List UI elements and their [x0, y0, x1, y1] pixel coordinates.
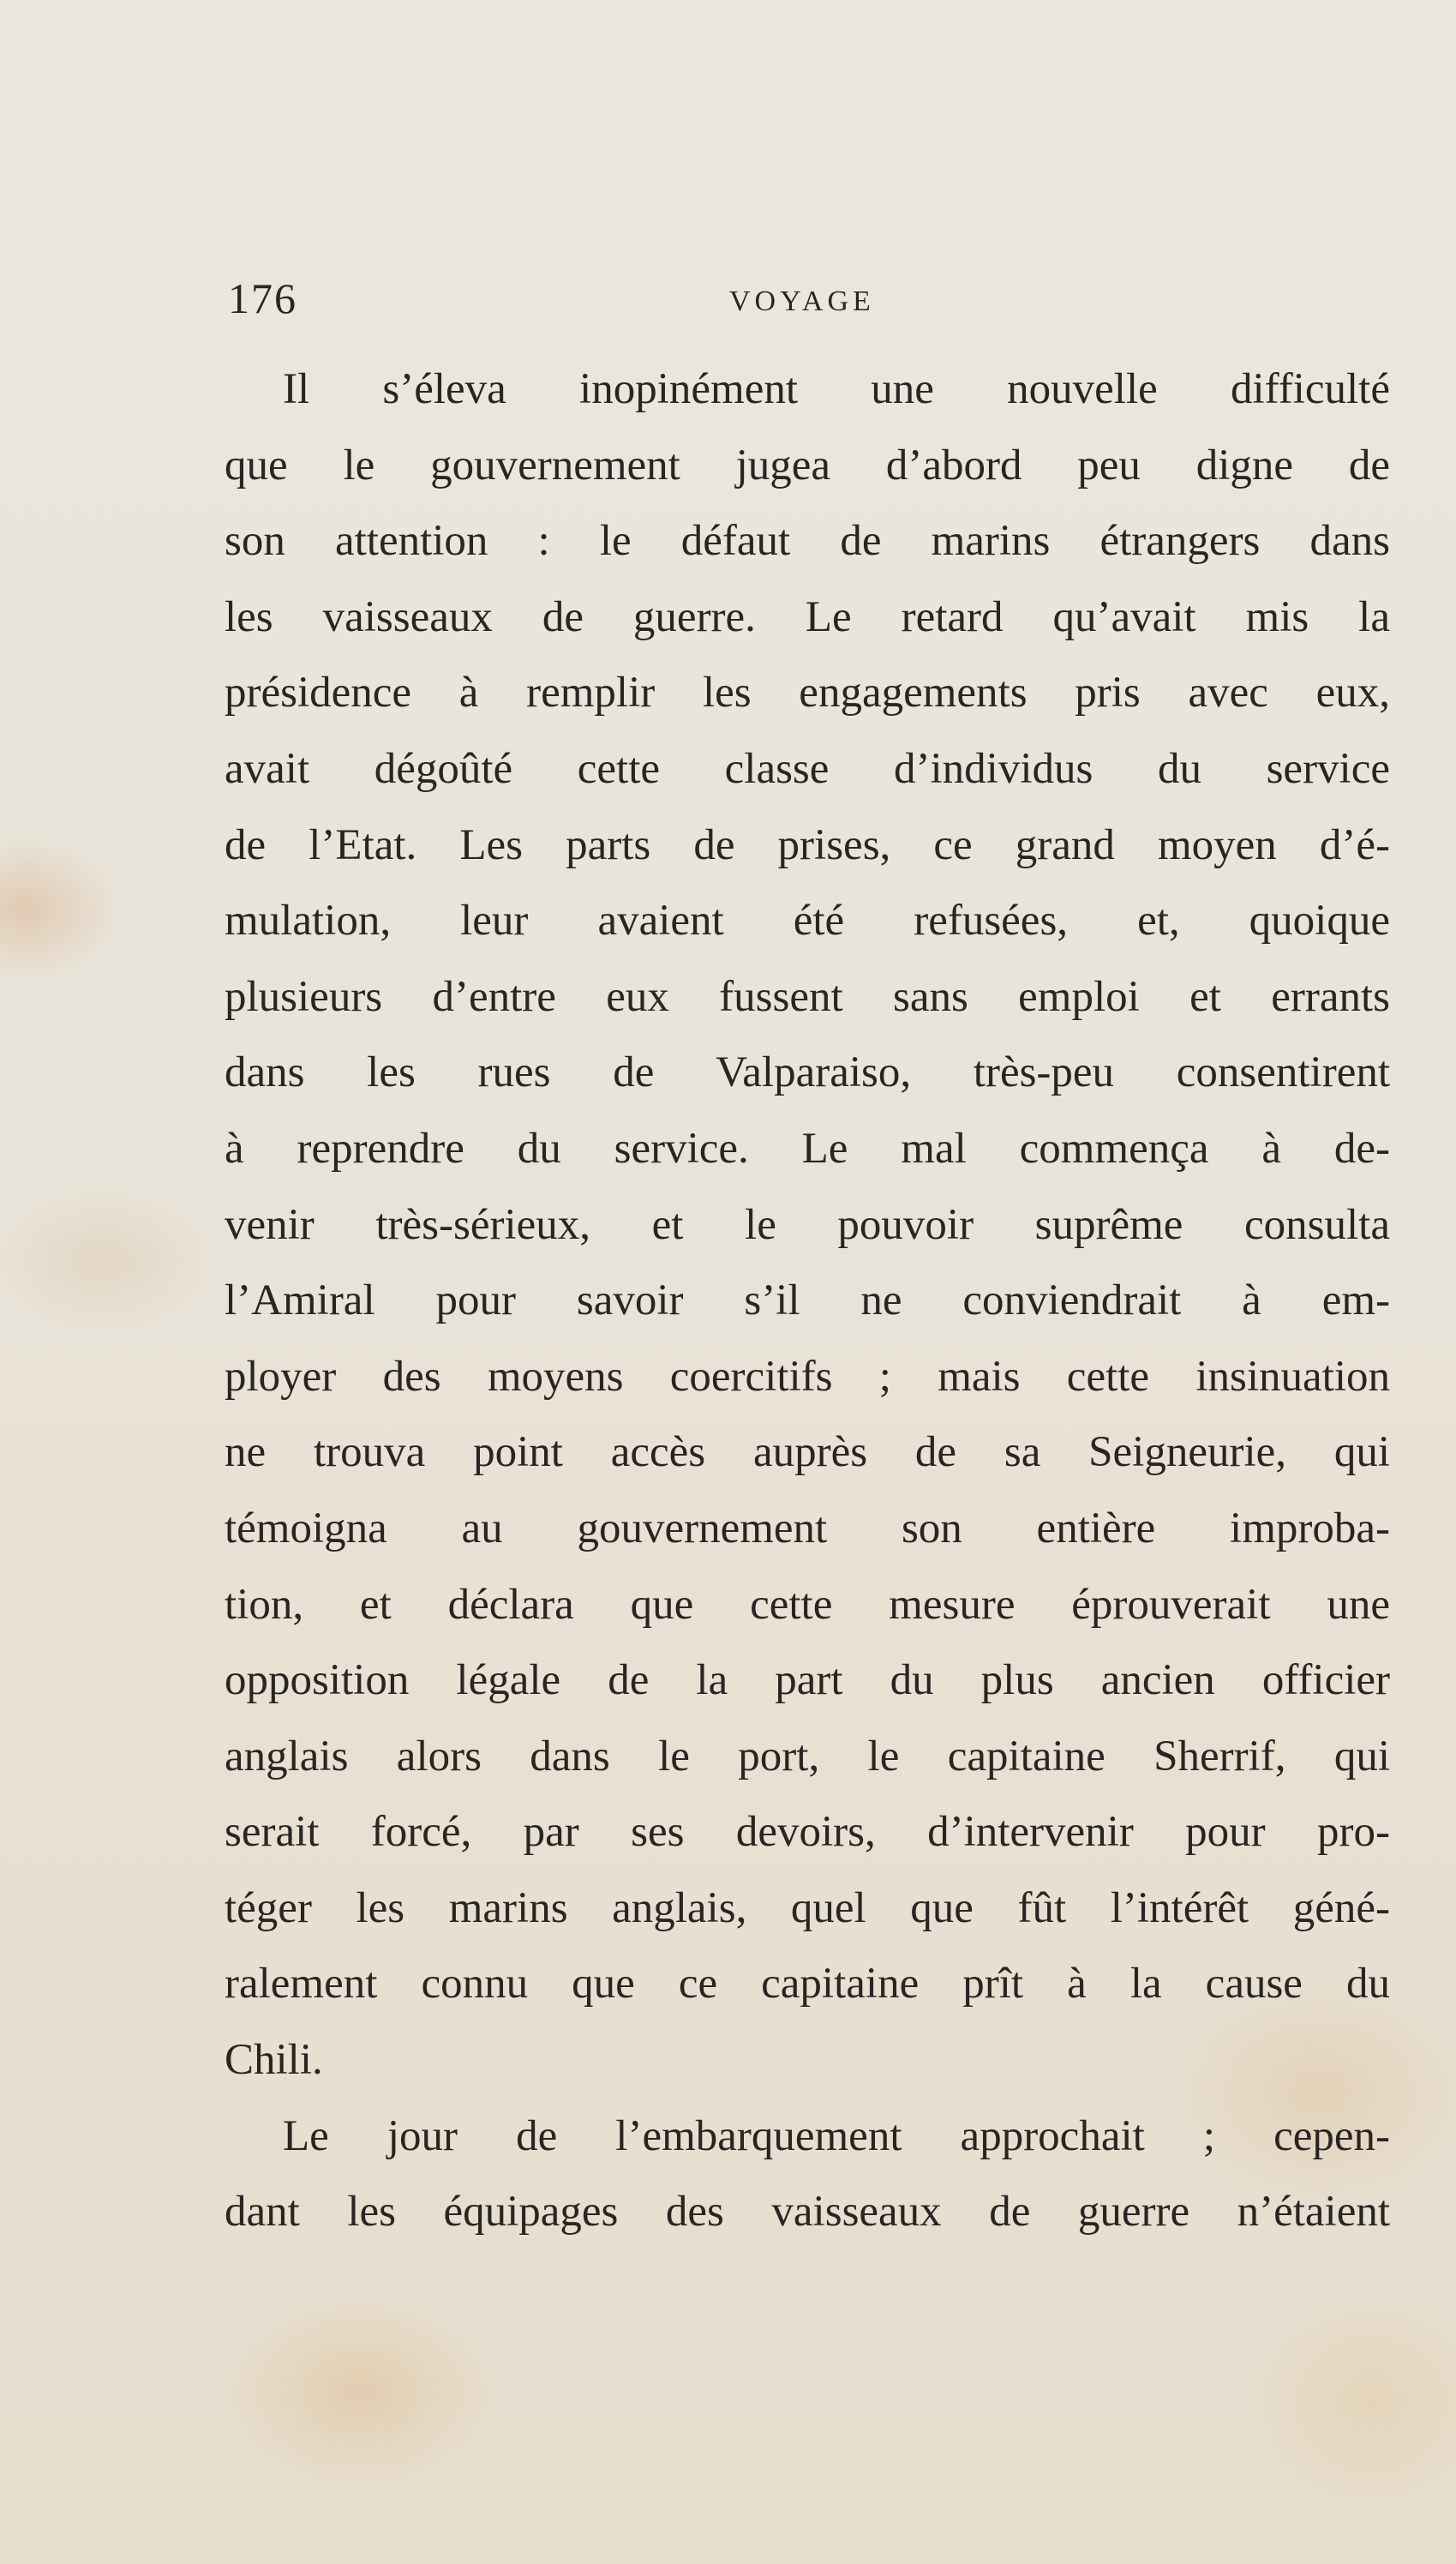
- text-line: ployer des moyens coercitifs ; mais cette insinuation: [225, 1352, 1390, 1401]
- text-line: les vaisseaux de guerre. Le retard qu’avait mis la: [225, 592, 1390, 641]
- text-line: opposition légale de la part du plus ancien officier: [225, 1656, 1390, 1705]
- text-line: présidence à remplir les engagements pris avec eux,: [225, 669, 1390, 718]
- text-line: avait dégoûté cette classe d’individus du service: [225, 744, 1390, 793]
- text-line: plusieurs d’entre eux fussent sans emploi et errants: [225, 972, 1390, 1021]
- body-text: [225, 351, 1390, 2250]
- text-line: de l’Etat. Les parts de prises, ce grand moyen d’é-: [225, 820, 1390, 869]
- page-number: 176: [228, 274, 297, 322]
- text-line: mulation, leur avaient été refusées, et, quoique: [225, 897, 1390, 946]
- text-line: Il s’éleva inopinément une nouvelle difficulté: [283, 365, 1390, 413]
- text-line: à reprendre du service. Le mal commença à de-: [225, 1124, 1390, 1173]
- text-line: témoigna au gouvernement son entière improba-: [225, 1504, 1390, 1552]
- text-line: dant les équipages des vaisseaux de guerre n’étaient: [225, 2188, 1390, 2237]
- paragraph-2: [225, 2099, 1390, 2250]
- running-title: VOYAGE: [729, 285, 875, 317]
- text-line: tion, et déclara que cette mesure éprouverait une: [225, 1580, 1390, 1629]
- text-line: dans les rues de Valparaiso, très-peu consentirent: [225, 1048, 1390, 1097]
- text-line: l’Amiral pour savoir s’il ne conviendrait à em-: [225, 1276, 1390, 1325]
- text-line: ne trouva point accès auprès de sa Seigneurie, qui: [225, 1428, 1390, 1477]
- text-line: son attention : le défaut de marins étrangers dans: [225, 517, 1390, 566]
- text-line: téger les marins anglais, quel que fût l’intérêt géné-: [225, 1883, 1390, 1932]
- text-line: serait forcé, par ses devoirs, d’intervenir pour pro-: [225, 1808, 1390, 1857]
- text-line: ralement connu que ce capitaine prît à la cause du: [225, 1960, 1390, 2009]
- paragraph-1: [225, 351, 1390, 2099]
- text-line: que le gouvernement jugea d’abord peu digne de: [225, 441, 1390, 489]
- text-line: anglais alors dans le port, le capitaine Sherrif, qui: [225, 1732, 1390, 1780]
- text-line: venir très-sérieux, et le pouvoir suprême consulta: [225, 1200, 1390, 1249]
- text-line: Chili.: [225, 2036, 323, 2085]
- running-head: [228, 273, 1393, 324]
- text-line: Le jour de l’embarquement approchait ; cepen-: [283, 2111, 1390, 2160]
